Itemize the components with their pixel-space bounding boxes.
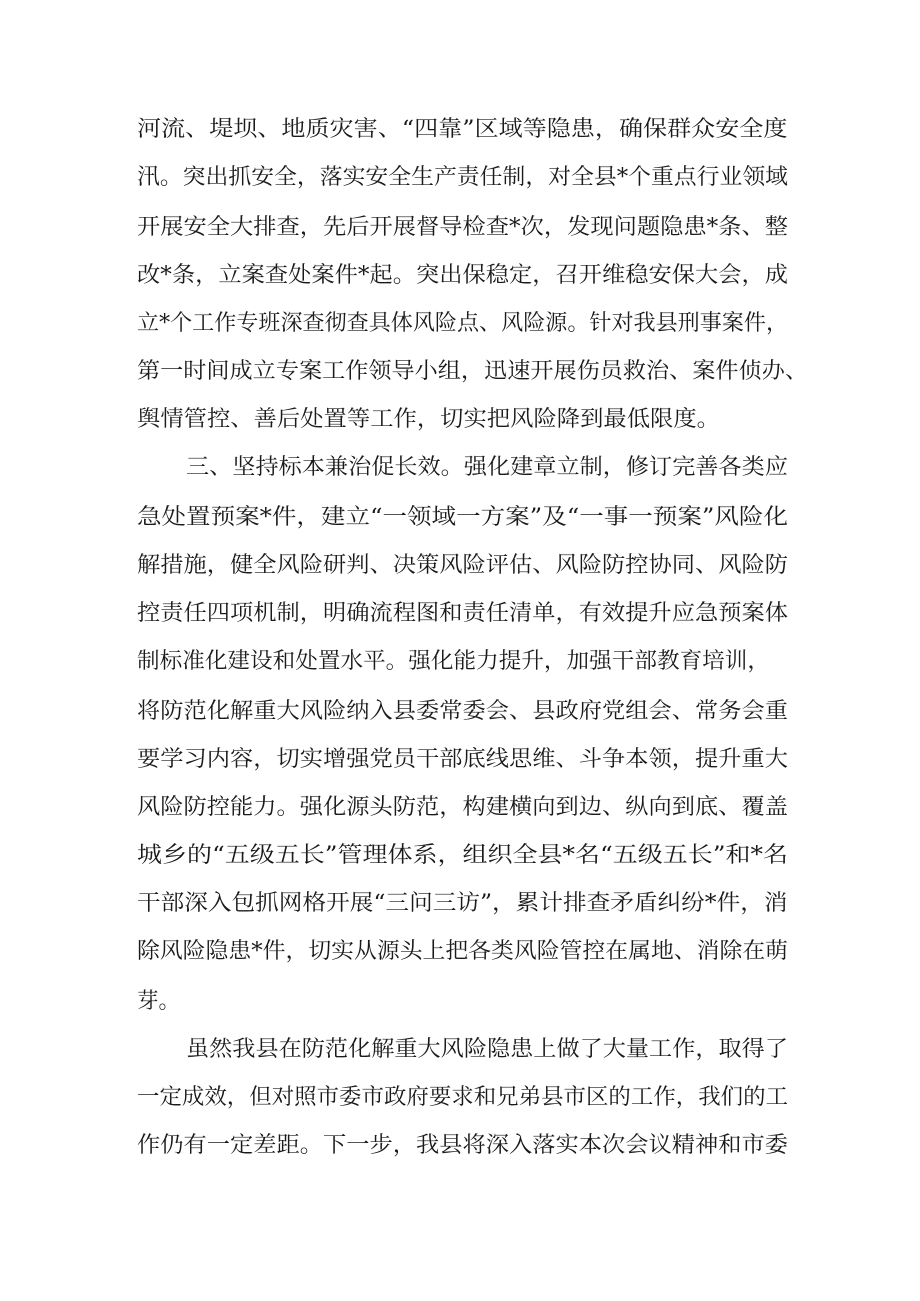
text-line: 汛。突出抓安全，落实安全生产责任制，对全县*个重点行业领域: [137, 165, 789, 190]
text-line: 将防范化解重大风险纳入县委常委会、县政府党组会、常务会重: [137, 699, 789, 724]
text-line: 芽。: [137, 989, 181, 1014]
text-line: 一定成效，但对照市委市政府要求和兄弟县市区的工作，我们的工: [137, 1085, 789, 1110]
paragraph-heading-line: 三、坚持标本兼治促长效。强化建章立制，修订完善各类应: [186, 455, 788, 480]
text-line: 解措施，健全风险研判、决策风险评估、风险防控协同、风险防: [137, 553, 789, 578]
text-line: 改*条，立案查处案件*起。突出保稳定，召开维稳安保大会，成: [137, 263, 789, 288]
text-line: 舆情管控、善后处置等工作，切实把风险降到最低限度。: [137, 407, 721, 432]
paragraph-start-line: 虽然我县在防范化解重大风险隐患上做了大量工作，取得了: [186, 1037, 788, 1062]
text-line: 城乡的“五级五长”管理体系，组织全县*名“五级五长”和*名: [137, 843, 788, 868]
text-line: 控责任四项机制，明确流程图和责任清单，有效提升应急预案体: [137, 601, 789, 626]
text-line: 立*个工作专班深查彻查具体风险点、风险源。针对我县刑事案件，: [137, 311, 789, 336]
text-line: 急处置预案*件，建立“一领域一方案”及“一事一预案”风险化: [137, 505, 788, 530]
text-line: 开展安全大排查，先后开展督导检查*次，发现问题隐患*条、整: [137, 215, 789, 240]
text-line: 河流、堤坝、地质灾害、“四靠”区域等隐患，确保群众安全度: [137, 117, 788, 142]
text-line: 除风险隐患*件，切实从源头上把各类风险管控在属地、消除在萌: [137, 939, 789, 964]
text-line: 要学习内容，切实增强党员干部底线思维、斗争本领，提升重大: [137, 747, 789, 772]
text-line: 作仍有一定差距。下一步，我县将深入落实本次会议精神和市委: [137, 1133, 789, 1158]
text-line: 风险防控能力。强化源头防范，构建横向到边、纵向到底、覆盖: [137, 795, 789, 820]
text-line: 制标准化建设和处置水平。强化能力提升，加强干部教育培训，: [137, 649, 771, 674]
text-line: 干部深入包抓网格开展“三问三访”，累计排查矛盾纠纷*件，消: [137, 891, 788, 916]
text-line: 第一时间成立专案工作领导小组，迅速开展伤员救治、案件侦办、: [137, 359, 809, 384]
